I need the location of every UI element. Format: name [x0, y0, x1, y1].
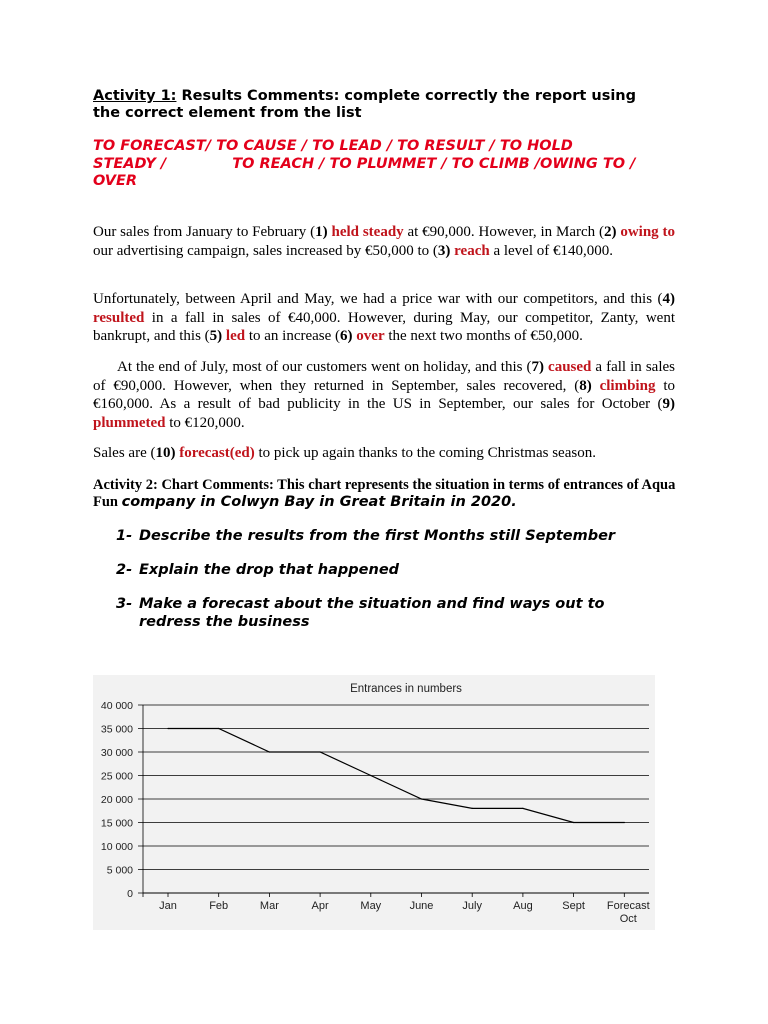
answer-3: reach — [450, 242, 490, 259]
p1-text-2: at €90,000. However, in March ( — [403, 224, 604, 240]
data-point — [624, 822, 625, 823]
p2-text-2: in a fall in sales of €40,000. However, during May, our competitor, Zanty, went bankrupt, and this ( — [93, 309, 675, 344]
activity2-intro — [93, 477, 683, 511]
data-point — [320, 751, 321, 752]
p3-text-1: At the end of July, most of our customers went on holiday, and this ( — [117, 359, 532, 375]
answer-9: plummeted — [93, 414, 166, 431]
p4-text-1: Sales are ( — [93, 445, 156, 461]
word-list-line-1: TO FORECAST/ TO CAUSE / TO LEAD / TO RESULT / TO HOLD — [93, 138, 573, 154]
question-1 — [116, 528, 676, 546]
y-tick-label: 0 — [127, 888, 133, 900]
p1-text-1: Our sales from January to February ( — [93, 224, 316, 240]
data-point — [269, 751, 270, 752]
data-point — [167, 728, 168, 729]
data-point — [370, 775, 371, 776]
p2-text-1: Unfortunately, between April and May, we had a price war with our competitors, and this ( — [93, 291, 663, 307]
question-3-number: 3- — [116, 596, 133, 612]
word-list-line-3: OVER — [93, 173, 138, 189]
p2-text-4: the next two months of €50,000. — [384, 328, 583, 344]
y-tick-label: 10 000 — [100, 841, 133, 853]
answer-number-7: 7) — [531, 359, 544, 375]
y-tick-label: 40 000 — [100, 700, 133, 712]
x-tick-label: May — [360, 900, 382, 912]
paragraph-1 — [93, 223, 675, 260]
question-1-number: 1- — [116, 528, 133, 544]
activity1-heading-text: Results Comments: complete correctly the report using the correct element from the list — [93, 88, 637, 121]
answer-4: resulted — [93, 309, 145, 326]
data-point — [573, 822, 574, 823]
question-2 — [116, 562, 676, 580]
question-2-text: Explain the drop that happened — [139, 562, 400, 578]
p1-text-3: our advertising campaign, sales increased by €50,000 to ( — [93, 242, 438, 259]
y-tick-label: 5 000 — [106, 864, 133, 877]
answer-6: over — [352, 328, 385, 344]
answer-number-2: 2) — [603, 224, 617, 240]
x-tick-label: Apr — [311, 900, 329, 912]
x-tick-label: Jan — [159, 900, 177, 912]
question-1-text: Describe the results from the first Months still September — [139, 528, 616, 544]
y-tick-label: 20 000 — [100, 794, 133, 806]
answer-7: caused — [544, 359, 592, 375]
word-list-line-2 — [93, 156, 693, 174]
p3-text-4: to €120,000. — [165, 414, 245, 431]
data-point — [472, 808, 473, 809]
word-list — [93, 138, 693, 191]
x-tick-label: Oct — [619, 913, 637, 925]
entrances-chart — [93, 675, 655, 930]
answer-2: owing to — [620, 224, 676, 240]
activity1-heading — [93, 88, 653, 122]
y-tick-label: 35 000 — [100, 723, 133, 736]
y-tick-label: 15 000 — [100, 817, 133, 830]
y-tick-label: 30 000 — [100, 747, 133, 759]
activity2-intro-text: Activity 2: Chart Comments: This chart represents the situation in terms of entrances of Aqua Fun — [93, 477, 676, 510]
answer-10: forecast(ed) — [175, 445, 255, 461]
activity2-intro-italic: company in Colwyn Bay in Great Britain in 2020. — [121, 494, 517, 510]
answer-1: held steady — [327, 224, 404, 240]
data-point — [421, 798, 422, 799]
p1-text-4: a level of €140,000. — [489, 242, 614, 259]
x-tick-label: Forecast — [606, 900, 650, 912]
p2-text-3: to an increase ( — [245, 328, 341, 344]
answer-number-6: 6) — [340, 328, 353, 344]
x-tick-label: July — [462, 900, 482, 912]
question-3-text: Make a forecast about the situation and find ways out to redress the business — [139, 596, 605, 630]
p3-text-3: to €160,000. As a result of bad publicity in the US in September, our sales for October ( — [93, 377, 676, 412]
paragraph-4 — [93, 444, 675, 463]
paragraph-2 — [93, 290, 675, 346]
x-tick-label: June — [409, 900, 434, 912]
answer-8: climbing — [591, 377, 656, 394]
answer-number-5: 5) — [209, 328, 223, 344]
question-2-number: 2- — [116, 562, 133, 578]
word-list-line-2b: TO REACH / TO PLUMMET / TO CLIMB /OWING TO / — [232, 155, 636, 172]
answer-5: led — [222, 328, 246, 344]
answer-number-4: 4) — [662, 291, 675, 307]
chart-svg — [93, 675, 655, 930]
x-tick-label: Mar — [259, 900, 279, 912]
question-3 — [116, 596, 676, 631]
data-point — [522, 808, 523, 809]
chart-title: Entrances in numbers — [350, 683, 462, 695]
answer-number-8: 8) — [579, 377, 592, 394]
data-point — [218, 728, 219, 729]
p4-text-2: to pick up again thanks to the coming Christmas season. — [254, 445, 596, 461]
activity1-label: Activity 1: — [93, 88, 177, 104]
answer-number-10: 10) — [155, 445, 176, 461]
x-tick-label: Feb — [209, 900, 229, 912]
y-tick-label: 25 000 — [100, 770, 133, 783]
answer-number-3: 3) — [437, 242, 451, 259]
answer-number-9: 9) — [662, 396, 675, 412]
answer-number-1: 1) — [315, 224, 328, 240]
x-tick-label: Aug — [513, 900, 533, 912]
p3-text-2: a fall in sales of €90,000. However, when they returned in September, sales recovered, ( — [93, 359, 675, 394]
x-tick-label: Sept — [562, 900, 585, 912]
paragraph-3 — [93, 358, 675, 432]
word-list-line-2a: STEADY / — [93, 155, 167, 172]
